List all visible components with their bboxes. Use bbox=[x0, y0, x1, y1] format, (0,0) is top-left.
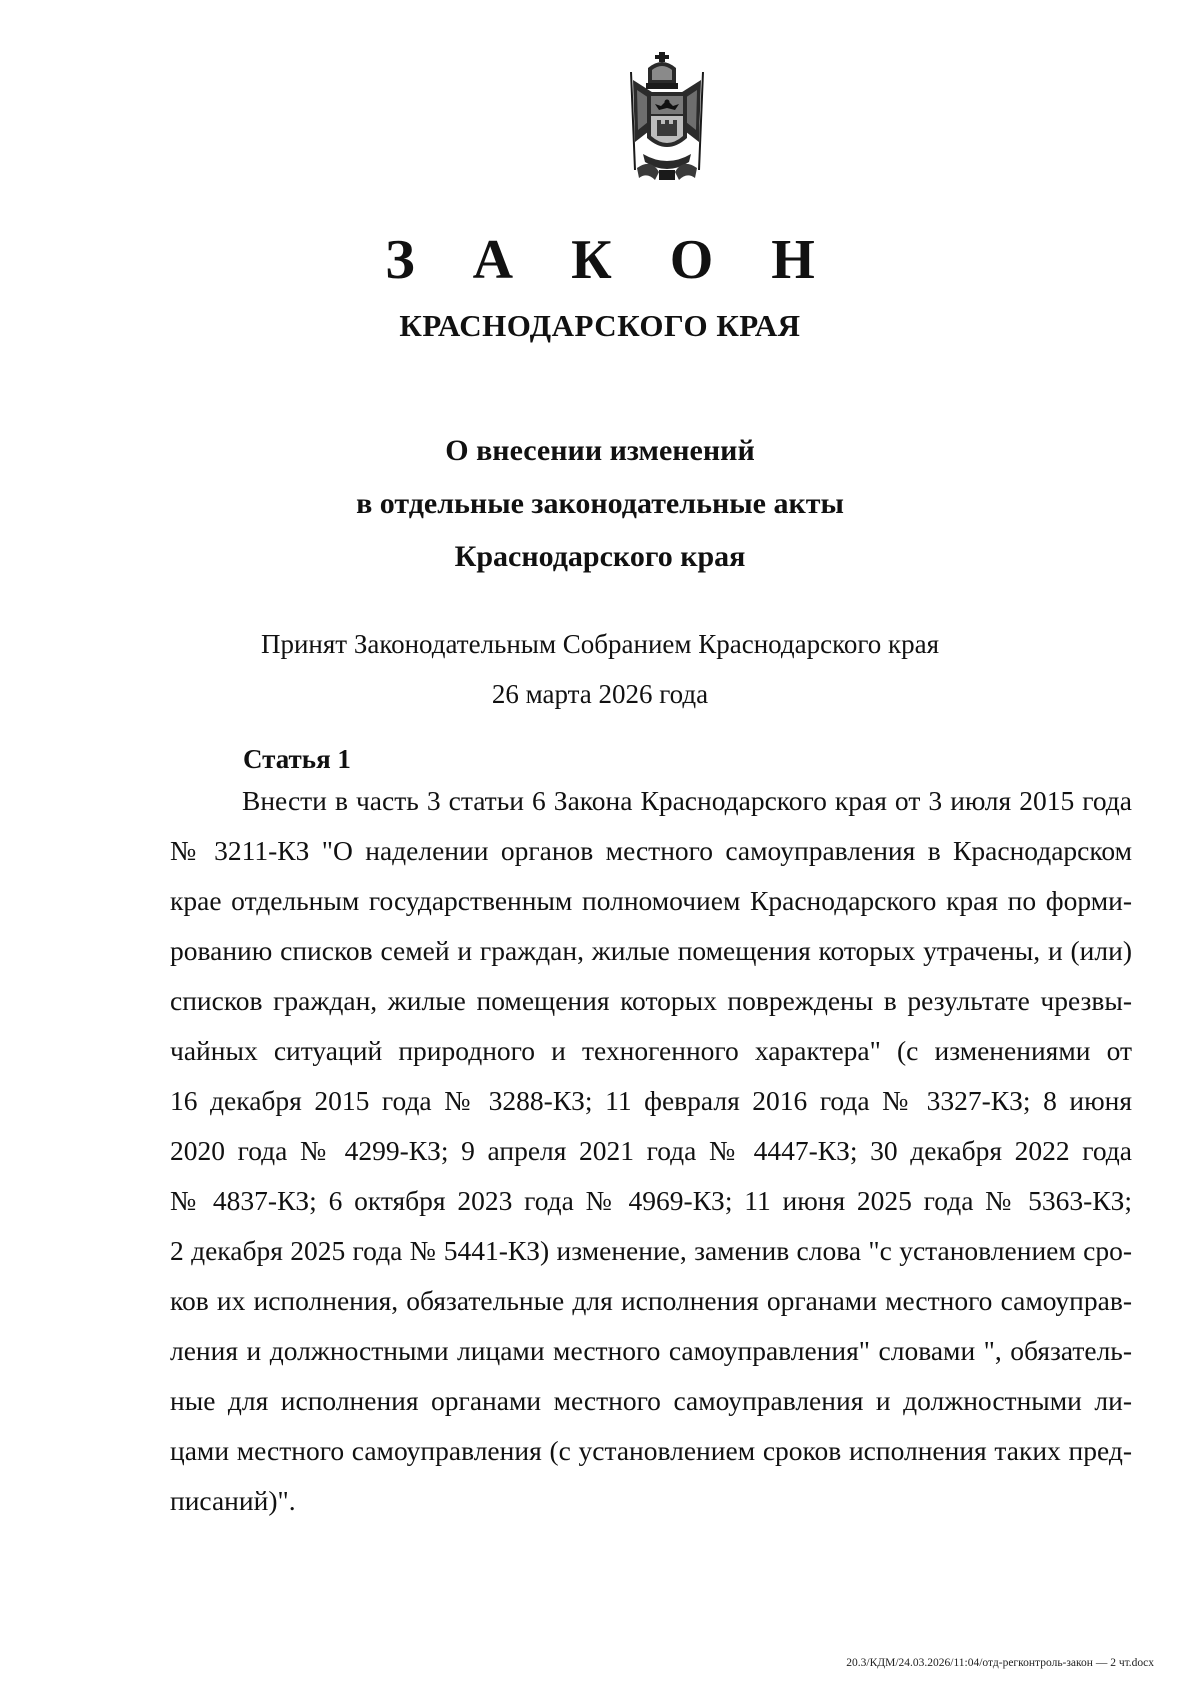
law-title: З А К О Н bbox=[385, 229, 837, 291]
region-title: КРАСНОДАРСКОГО КРАЯ bbox=[399, 308, 801, 343]
article-line: рованию списков семей и граждан, жилые помещения которых утрачены, и (или) bbox=[170, 935, 1132, 966]
article-line: цами местного самоуправления (с установлением сроков исполнения таких пред- bbox=[170, 1435, 1132, 1466]
coat-of-arms-icon bbox=[615, 50, 719, 190]
article-line: № 4837-КЗ; 6 октября 2023 года № 4969-КЗ; 11 июня 2025 года № 5363-КЗ; bbox=[170, 1185, 1132, 1216]
heading-line: О внесении изменений bbox=[445, 434, 755, 467]
adoption-line: Принят Законодательным Собранием Краснодарского края bbox=[260, 629, 940, 659]
article-title: Статья 1 bbox=[243, 744, 351, 774]
heading-line: Краснодарского края bbox=[454, 540, 746, 573]
article-line: 2020 года № 4299-КЗ; 9 апреля 2021 года № 4447-КЗ; 30 декабря 2022 года bbox=[170, 1135, 1132, 1166]
document-heading bbox=[0, 424, 1200, 583]
article-line: чайных ситуаций природного и техногенного характера" (с изменениями от bbox=[170, 1035, 1132, 1066]
footer-file-reference: 20.3/КДМ/24.03.2026/11:04/отд-регконтроль-закон — 2 чт.docx bbox=[846, 1657, 1154, 1669]
article-line: списков граждан, жилые помещения которых повреждены в результате чрезвы- bbox=[170, 985, 1132, 1016]
article-line: ления и должностными лицами местного самоуправления" словами ", обязатель- bbox=[170, 1335, 1132, 1366]
article-line: писаний)". bbox=[170, 1485, 296, 1516]
article-line: Внести в часть 3 статьи 6 Закона Краснодарского края от 3 июля 2015 года bbox=[242, 785, 1132, 816]
article-line: № 3211-КЗ "О наделении органов местного самоуправления в Краснодарском bbox=[170, 835, 1132, 866]
article-line: 16 декабря 2015 года № 3288-КЗ; 11 февраля 2016 года № 3327-КЗ; 8 июня bbox=[170, 1085, 1132, 1116]
article-line: 2 декабря 2025 года № 5441-КЗ) изменение, заменив слова "с установлением сро- bbox=[170, 1235, 1132, 1266]
adoption-note bbox=[0, 619, 1200, 719]
article-line: ков их исполнения, обязательные для исполнения органами местного самоуправ- bbox=[170, 1285, 1132, 1316]
article-line: ные для исполнения органами местного самоуправления и должностными ли- bbox=[170, 1385, 1132, 1416]
adoption-date: 26 марта 2026 года bbox=[491, 679, 709, 709]
article-body bbox=[170, 776, 1132, 1526]
article-line: крае отдельным государственным полномочием Краснодарского края по форми- bbox=[170, 885, 1132, 916]
heading-line: в отдельные законодательные акты bbox=[356, 487, 844, 520]
